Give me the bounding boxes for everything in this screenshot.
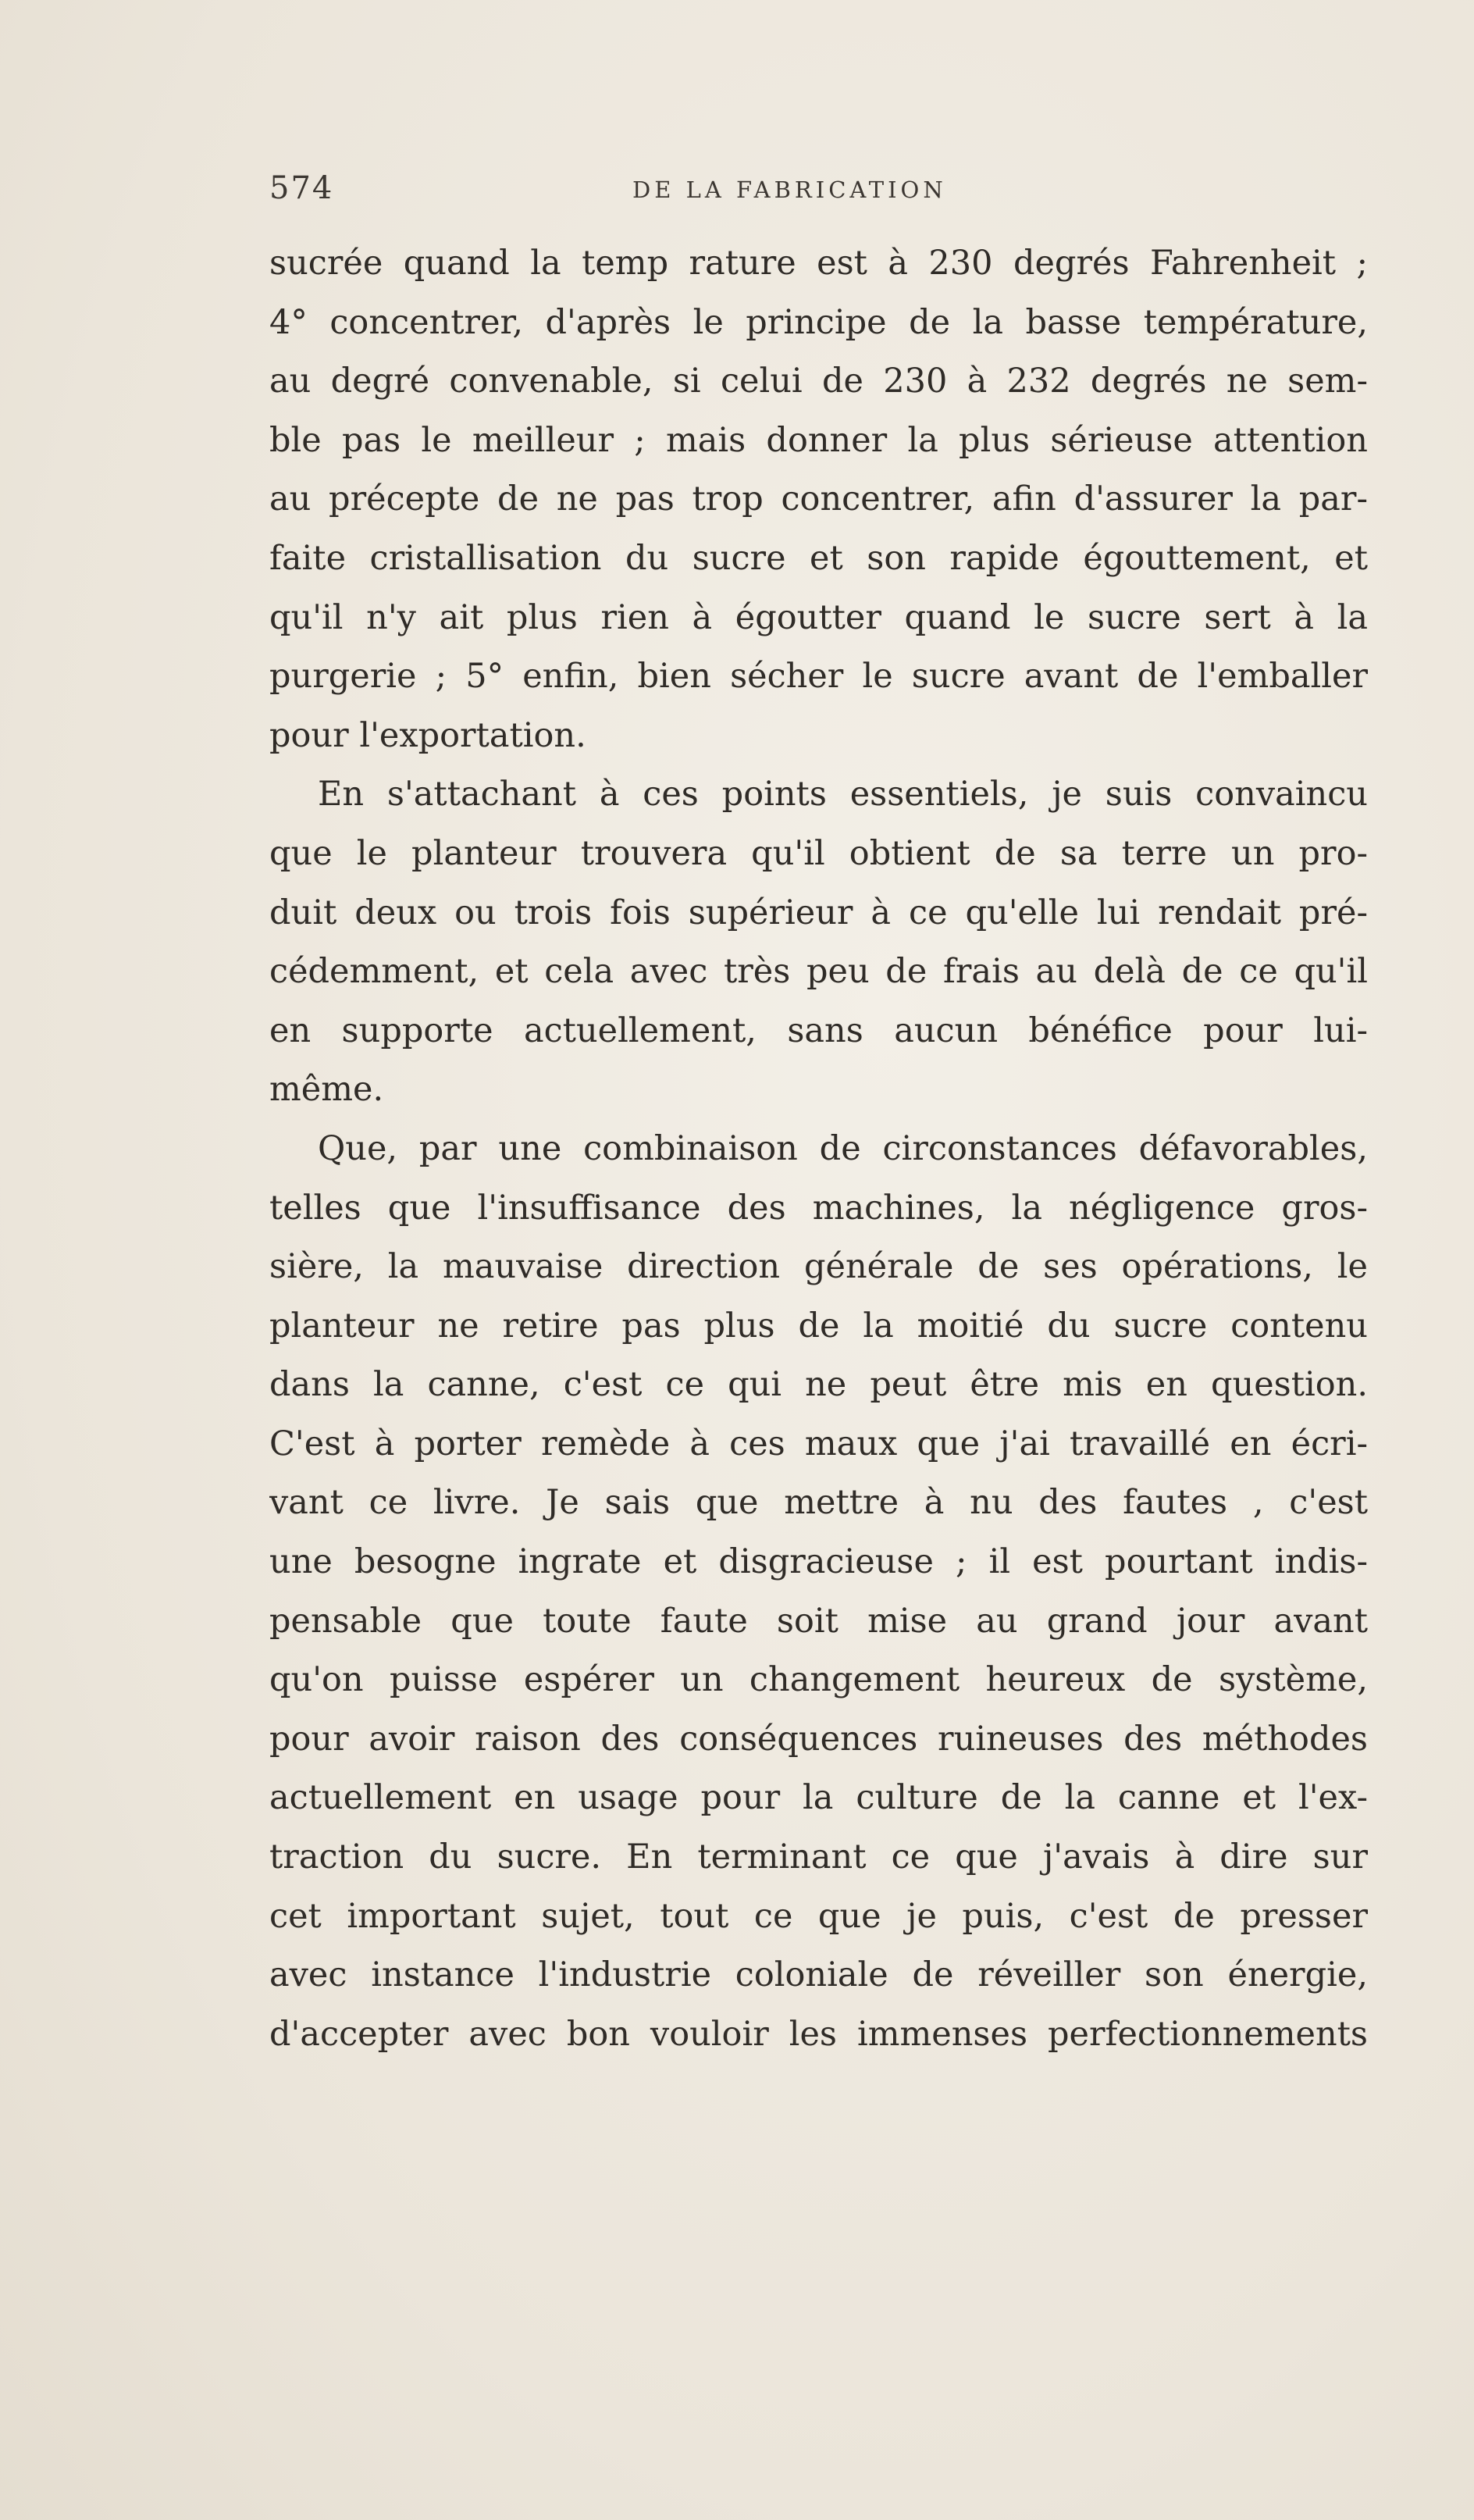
text-line: purgerie ; 5° enfin, bien sécher le sucre avant de l'emballer (269, 657, 1368, 697)
text-line: actuellement en usage pour la culture de la canne et l'ex- (269, 1778, 1368, 1818)
text-line: faite cristallisation du sucre et son rapide égouttement, et (269, 538, 1368, 578)
text-line: dans la canne, c'est ce qui ne peut être mis en question. (269, 1365, 1368, 1405)
text-line: duit deux ou trois fois supérieur à ce qu'elle lui rendait pré- (269, 893, 1368, 932)
text-line: une besogne ingrate et disgracieuse ; il est pourtant indis- (269, 1542, 1368, 1582)
text-line: en supporte actuellement, sans aucun bénéfice pour lui- (269, 1010, 1368, 1050)
text-line: cédemment, et cela avec très peu de frais au delà de ce qu'il (269, 952, 1368, 992)
text-line: pour avoir raison des conséquences ruineuses des méthodes (269, 1719, 1368, 1759)
text-line: C'est à porter remède à ces maux que j'ai travaillé en écri- (269, 1424, 1368, 1463)
text-line: d'accepter avec bon vouloir les immenses perfectionnements (269, 2014, 1368, 2054)
page-number: 574 (269, 170, 334, 206)
text-line: sucrée quand la temp rature est à 230 degrés Fahrenheit ; (269, 244, 1368, 283)
body-text (269, 234, 1368, 2064)
text-line: même. (269, 1070, 384, 1110)
page-header (269, 170, 1362, 217)
text-line: vant ce livre. Je sais que mettre à nu des fautes , c'est (269, 1483, 1368, 1523)
text-line: telles que l'insuffisance des machines, la négligence gros- (269, 1188, 1368, 1228)
text-line: pensable que toute faute soit mise au grand jour avant (269, 1601, 1368, 1641)
text-line: sière, la mauvaise direction générale de ses opérations, le (269, 1247, 1368, 1287)
text-line: Que, par une combinaison de circonstances défavorables, (318, 1128, 1368, 1168)
running-head: DE LA FABRICATION (632, 176, 947, 203)
text-line: qu'on puisse espérer un changement heureux de système, (269, 1660, 1368, 1700)
text-line: au précepte de ne pas trop concentrer, afin d'assurer la par- (269, 479, 1368, 519)
text-line: 4° concentrer, d'après le principe de la basse température, (269, 302, 1368, 342)
text-line: cet important sujet, tout ce que je puis, c'est de presser (269, 1896, 1368, 1936)
text-line: avec instance l'industrie coloniale de réveiller son énergie, (269, 1955, 1368, 1995)
text-line: traction du sucre. En terminant ce que j'avais à dire sur (269, 1837, 1368, 1877)
text-line: En s'attachant à ces points essentiels, je suis convaincu (318, 775, 1368, 814)
text-line: qu'il n'y ait plus rien à égoutter quand le sucre sert à la (269, 597, 1368, 637)
text-line: ble pas le meilleur ; mais donner la plus sérieuse attention (269, 420, 1368, 460)
text-line: au degré convenable, si celui de 230 à 232 degrés ne sem- (269, 362, 1368, 401)
text-line: que le planteur trouvera qu'il obtient de sa terre un pro- (269, 833, 1368, 873)
text-line: pour l'exportation. (269, 715, 586, 755)
text-line: planteur ne retire pas plus de la moitié du sucre contenu (269, 1306, 1368, 1346)
